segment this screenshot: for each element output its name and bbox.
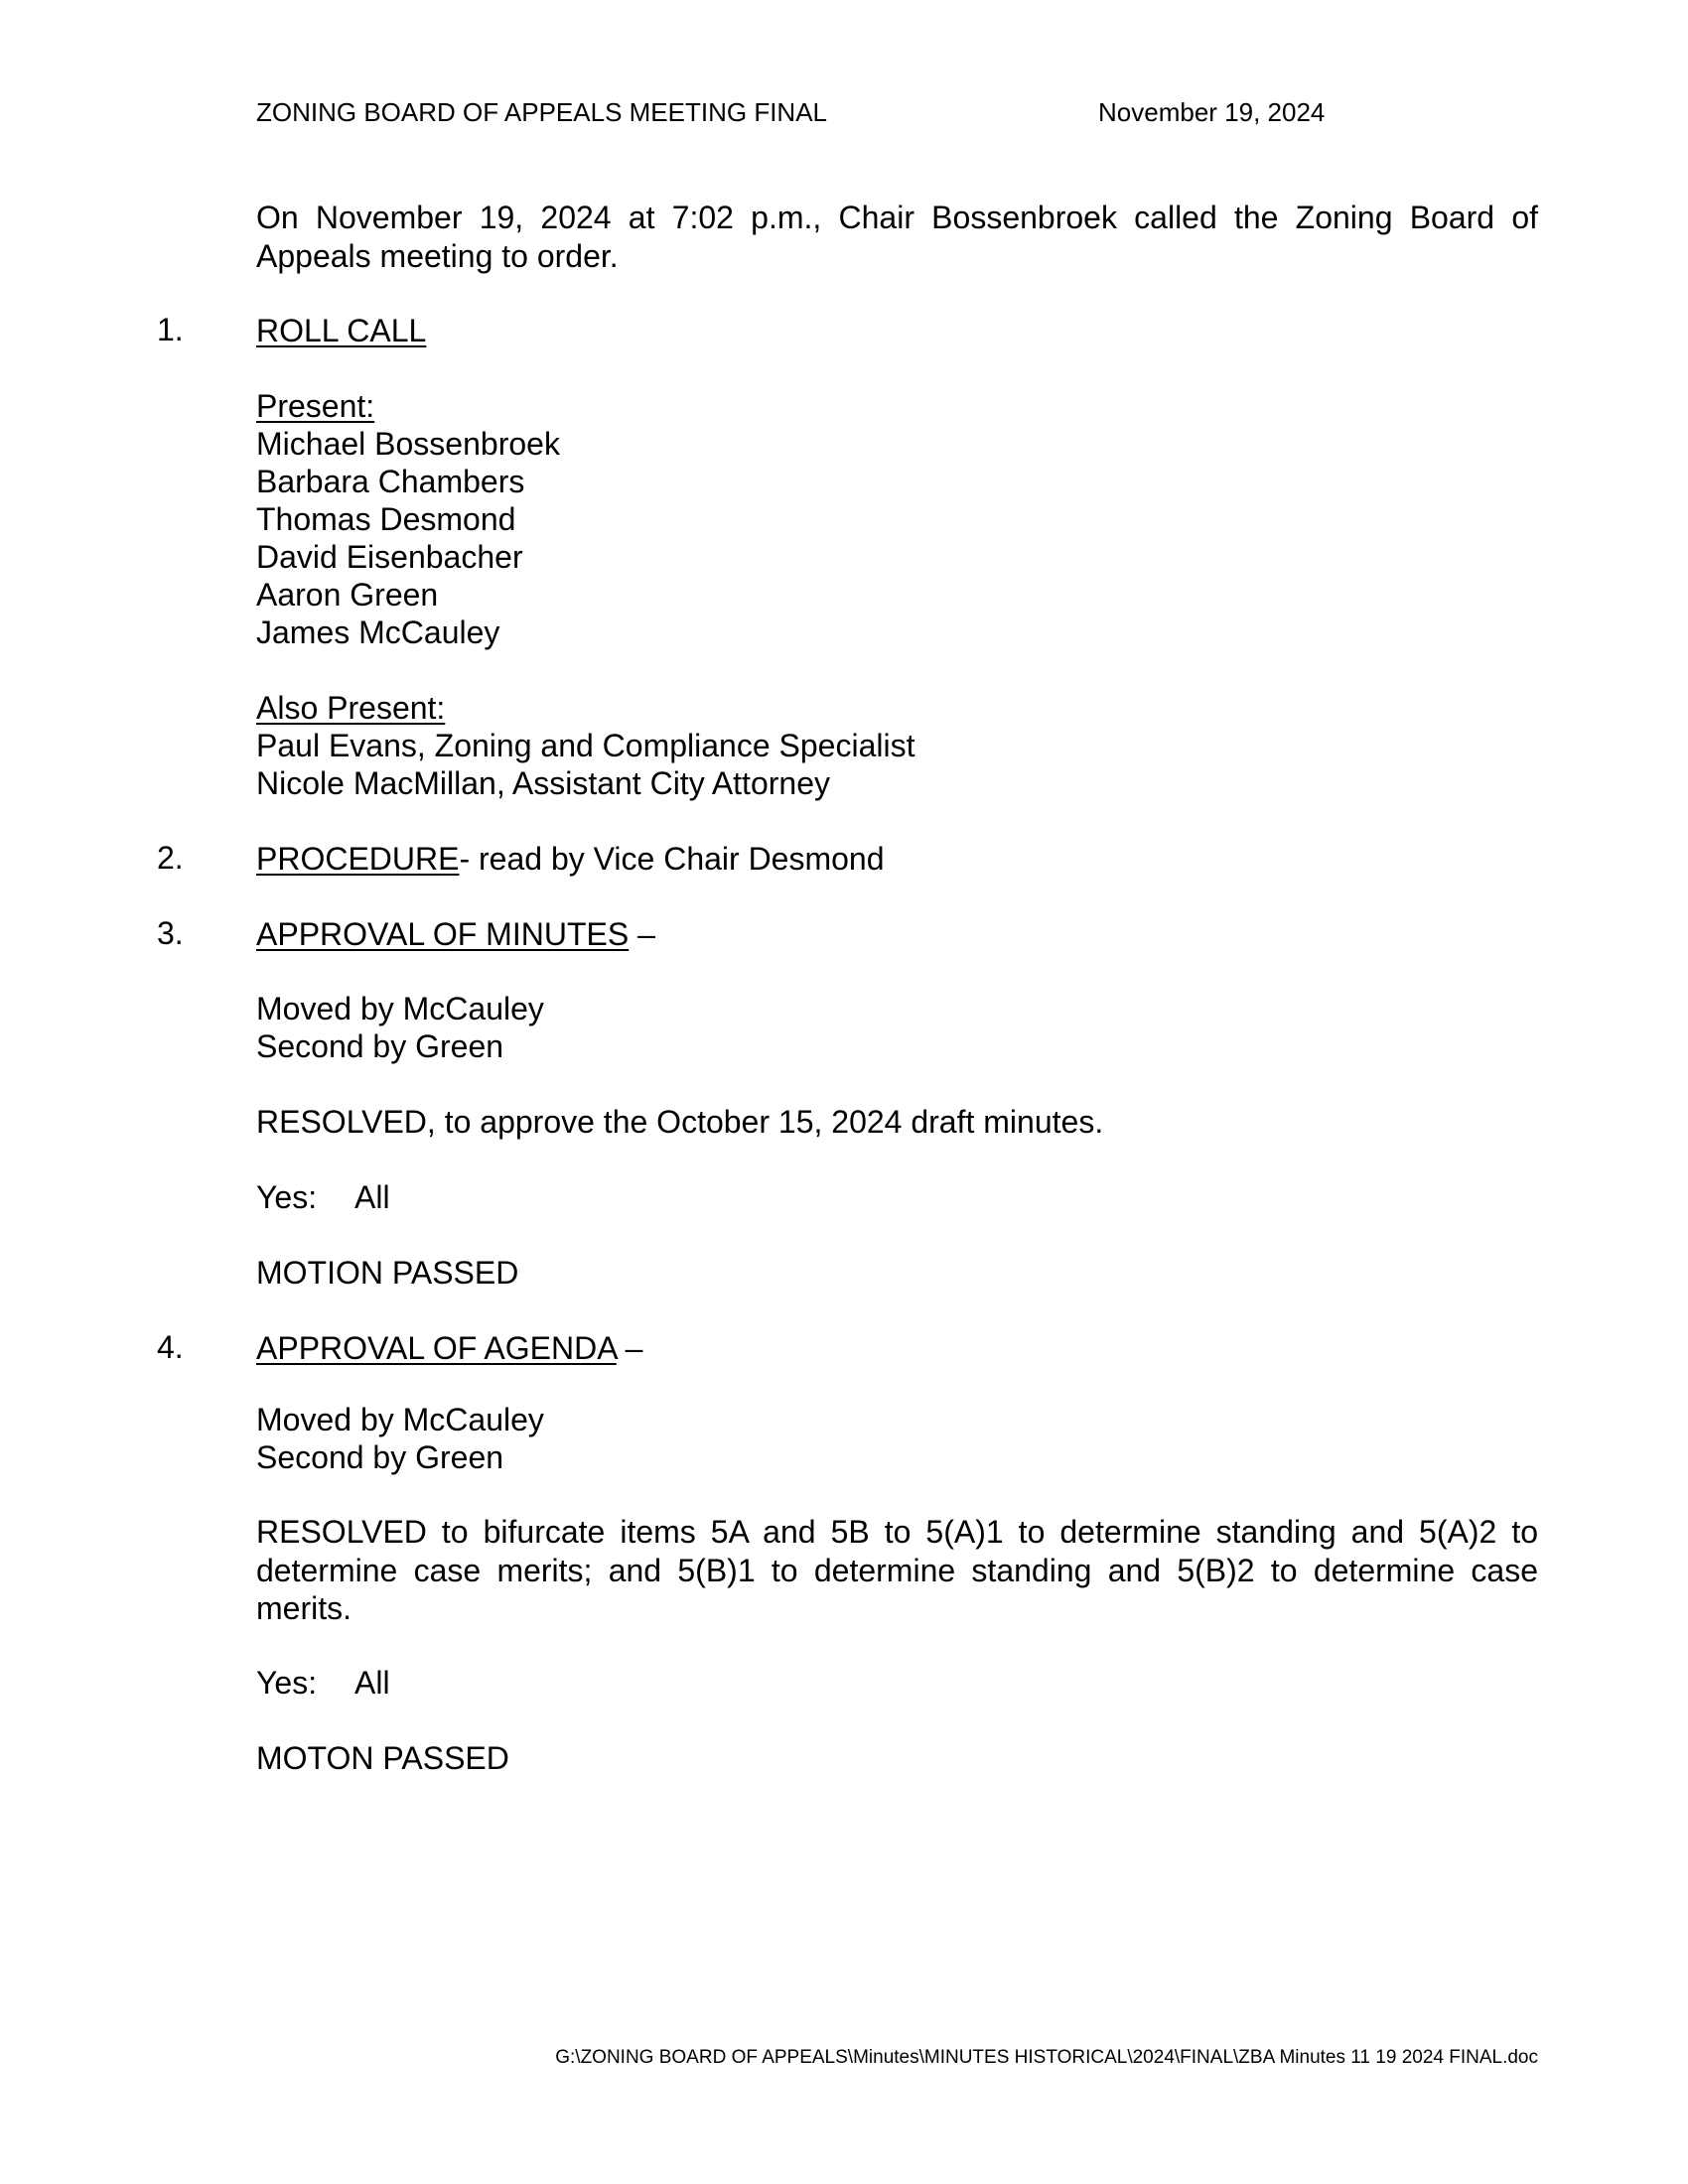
procedure-line [256, 840, 885, 878]
agenda-dash: – [616, 1330, 643, 1366]
section-number-roll-call: 1. [157, 312, 184, 347]
also-present-list [256, 689, 914, 802]
document-date: November 19, 2024 [1098, 97, 1326, 127]
section-title-roll-call: ROLL CALL [256, 313, 427, 348]
procedure-reader: - read by Vice Chair Desmond [459, 841, 885, 877]
present-member: Michael Bossenbroek [256, 426, 560, 462]
agenda-second-by: Second by Green [256, 1439, 504, 1475]
also-present-label: Also Present: [256, 690, 446, 726]
section-number-procedure: 2. [157, 840, 184, 876]
agenda-moved-by: Moved by McCauley [256, 1402, 544, 1437]
agenda-heading [256, 1329, 642, 1367]
present-member: David Eisenbacher [256, 539, 523, 575]
minutes-heading [256, 915, 655, 953]
also-present-member: Nicole MacMillan, Assistant City Attorney [256, 765, 830, 801]
agenda-motion-result: MOTON PASSED [256, 1740, 509, 1776]
section-number-agenda: 4. [157, 1329, 184, 1365]
intro-paragraph: On November 19, 2024 at 7:02 p.m., Chair Bossenbroek called the Zoning Board of Appeals meeting to order. [256, 200, 1538, 274]
minutes-resolution: RESOLVED, to approve the October 15, 2024 draft minutes. [256, 1104, 1104, 1140]
minutes-moved-by: Moved by McCauley [256, 991, 544, 1026]
present-label: Present: [256, 388, 375, 424]
section-number-minutes: 3. [157, 915, 184, 951]
present-member: Aaron Green [256, 577, 439, 613]
also-present-member: Paul Evans, Zoning and Compliance Specialist [256, 728, 915, 763]
minutes-vote-value: All [354, 1179, 390, 1215]
minutes-dash: – [629, 916, 655, 952]
present-member: James McCauley [256, 614, 500, 650]
minutes-motion-result: MOTION PASSED [256, 1255, 519, 1291]
section-title-minutes: APPROVAL OF MINUTES [256, 916, 630, 952]
section-title-procedure: PROCEDURE [256, 841, 460, 877]
present-list [256, 387, 560, 651]
present-member: Barbara Chambers [256, 464, 525, 499]
section-title-agenda: APPROVAL OF AGENDA [256, 1330, 617, 1366]
present-member: Thomas Desmond [256, 501, 516, 537]
minutes-second-by: Second by Green [256, 1028, 504, 1064]
agenda-vote-label: Yes: [256, 1665, 318, 1701]
agenda-resolution: RESOLVED to bifurcate items 5A and 5B to 5(A)1 to determine standing and 5(A)2 to determine case merits; and 5(B)1 to determine standing and 5(B)2 to determine case merits. [256, 1514, 1538, 1626]
minutes-motion [256, 990, 544, 1065]
agenda-vote-value: All [354, 1665, 390, 1701]
footer-file-path: G:\ZONING BOARD OF APPEALS\Minutes\MINUTES HISTORICAL\2024\FINAL\ZBA Minutes 11 19 2024 FINAL.doc [555, 2047, 1538, 2068]
minutes-vote-label: Yes: [256, 1179, 318, 1215]
document-title: ZONING BOARD OF APPEALS MEETING FINAL [256, 97, 827, 127]
agenda-motion [256, 1401, 544, 1476]
